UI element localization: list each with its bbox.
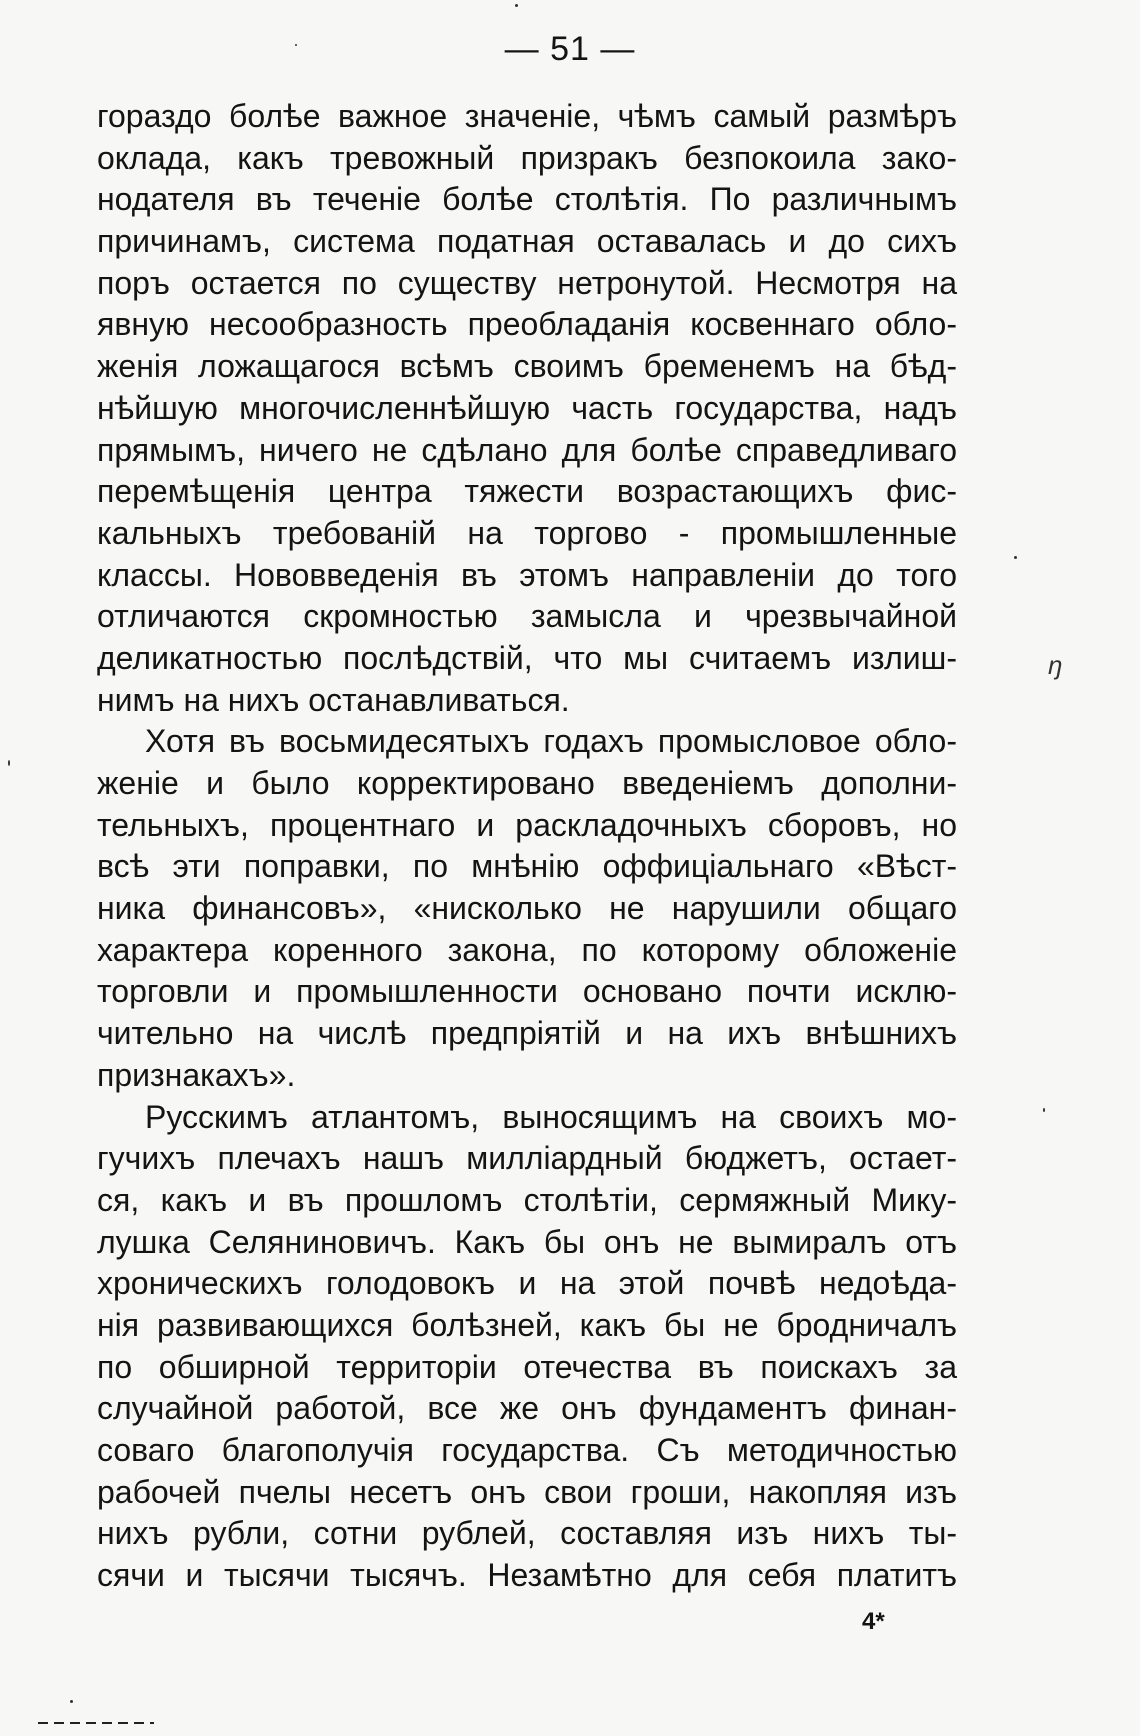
scan-dash: [38, 1722, 154, 1724]
text-line: по обширной территоріи отечества въ поискахъ за: [97, 1348, 957, 1385]
text-line: нѣйшую многочисленнѣйшую часть государства, надъ: [97, 389, 957, 426]
text-line: Хотя въ восьмидесятыхъ годахъ промысловое обло-: [145, 723, 957, 760]
scan-speck: [515, 4, 518, 7]
text-line: отличаются скромностью замысла и чрезвычайной: [97, 598, 957, 635]
text-line: признакахъ».: [97, 1056, 296, 1093]
text-line: нимъ на нихъ останавливаться.: [97, 681, 570, 718]
text-line: всѣ эти поправки, по мнѣнію оффиціальнаго «Вѣст-: [97, 848, 957, 885]
text-line: поръ остается по существу нетронутой. Несмотря на: [97, 264, 957, 301]
text-line: деликатностью послѣдствій, что мы считаемъ излиш-: [97, 639, 957, 676]
text-line: нія развивающихся болѣзней, какъ бы не бродничалъ: [97, 1306, 957, 1343]
text-line: характера коренного закона, по которому обложеніе: [97, 931, 957, 968]
text-line: гораздо болѣе важное значеніе, чѣмъ самый размѣръ: [97, 98, 957, 134]
text-line: женія ложащагося всѣмъ своимъ бременемъ на бѣд-: [97, 348, 957, 385]
text-line: нихъ рубли, сотни рублей, составляя изъ нихъ ты-: [97, 1515, 957, 1552]
scan-speck: [70, 1700, 73, 1703]
text-line: торговли и промышленности основано почти исклю-: [97, 973, 957, 1010]
text-line: нодателя въ теченіе болѣе столѣтія. По различнымъ: [97, 181, 957, 218]
text-line: ника финансовъ», «нисколько не нарушили общаго: [97, 890, 957, 927]
scan-speck: [1043, 1108, 1045, 1112]
body-text: [97, 96, 957, 1597]
text-line: сячи и тысячи тысячъ. Незамѣтно для себя платитъ: [97, 1557, 957, 1594]
text-line: кальныхъ требованій на торгово - промышленные: [97, 514, 957, 551]
margin-mark: ŋ: [1048, 650, 1063, 680]
text-line: тельныхъ, процентнаго и раскладочныхъ сборовъ, но: [97, 806, 957, 843]
text-line: ся, какъ и въ прошломъ столѣтіи, сермяжный Мику-: [97, 1181, 957, 1218]
scan-speck: [1014, 556, 1017, 559]
text-line: чительно на числѣ предпріятій и на ихъ внѣшнихъ: [97, 1015, 957, 1052]
text-line: хроническихъ голодовокъ и на этой почвѣ недоѣда-: [97, 1265, 957, 1302]
text-line: Русскимъ атлантомъ, выносящимъ на своихъ мо-: [145, 1098, 957, 1135]
text-line: явную несообразность преобладанія косвеннаго обло-: [97, 306, 957, 343]
signature-mark: 4*: [862, 1608, 885, 1635]
page-number: — 51 —: [504, 30, 636, 68]
scan-speck: [8, 760, 10, 766]
text-line: лушка Селяниновичъ. Какъ бы онъ не вымиралъ отъ: [97, 1223, 957, 1260]
text-line: прямымъ, ничего не сдѣлано для болѣе справедливаго: [97, 431, 957, 468]
text-line: оклада, какъ тревожный призракъ безпокоила зако-: [97, 139, 957, 176]
text-line: соваго благополучія государства. Съ методичностью: [97, 1432, 957, 1468]
text-line: случайной работой, все же онъ фундаментъ финан-: [97, 1390, 957, 1427]
scan-speck: [295, 44, 297, 46]
text-line: рабочей пчелы несетъ онъ свои гроши, накопляя изъ: [97, 1473, 957, 1510]
text-line: женіе и было корректировано введеніемъ дополни-: [97, 765, 957, 801]
text-line: гучихъ плечахъ нашъ милліардный бюджетъ, остает-: [97, 1140, 957, 1177]
text-line: перемѣщенія центра тяжести возрастающихъ фис-: [97, 473, 957, 510]
text-line: классы. Нововведенія въ этомъ направленіи до того: [97, 556, 957, 593]
text-line: причинамъ, система податная оставалась и до сихъ: [97, 223, 957, 260]
